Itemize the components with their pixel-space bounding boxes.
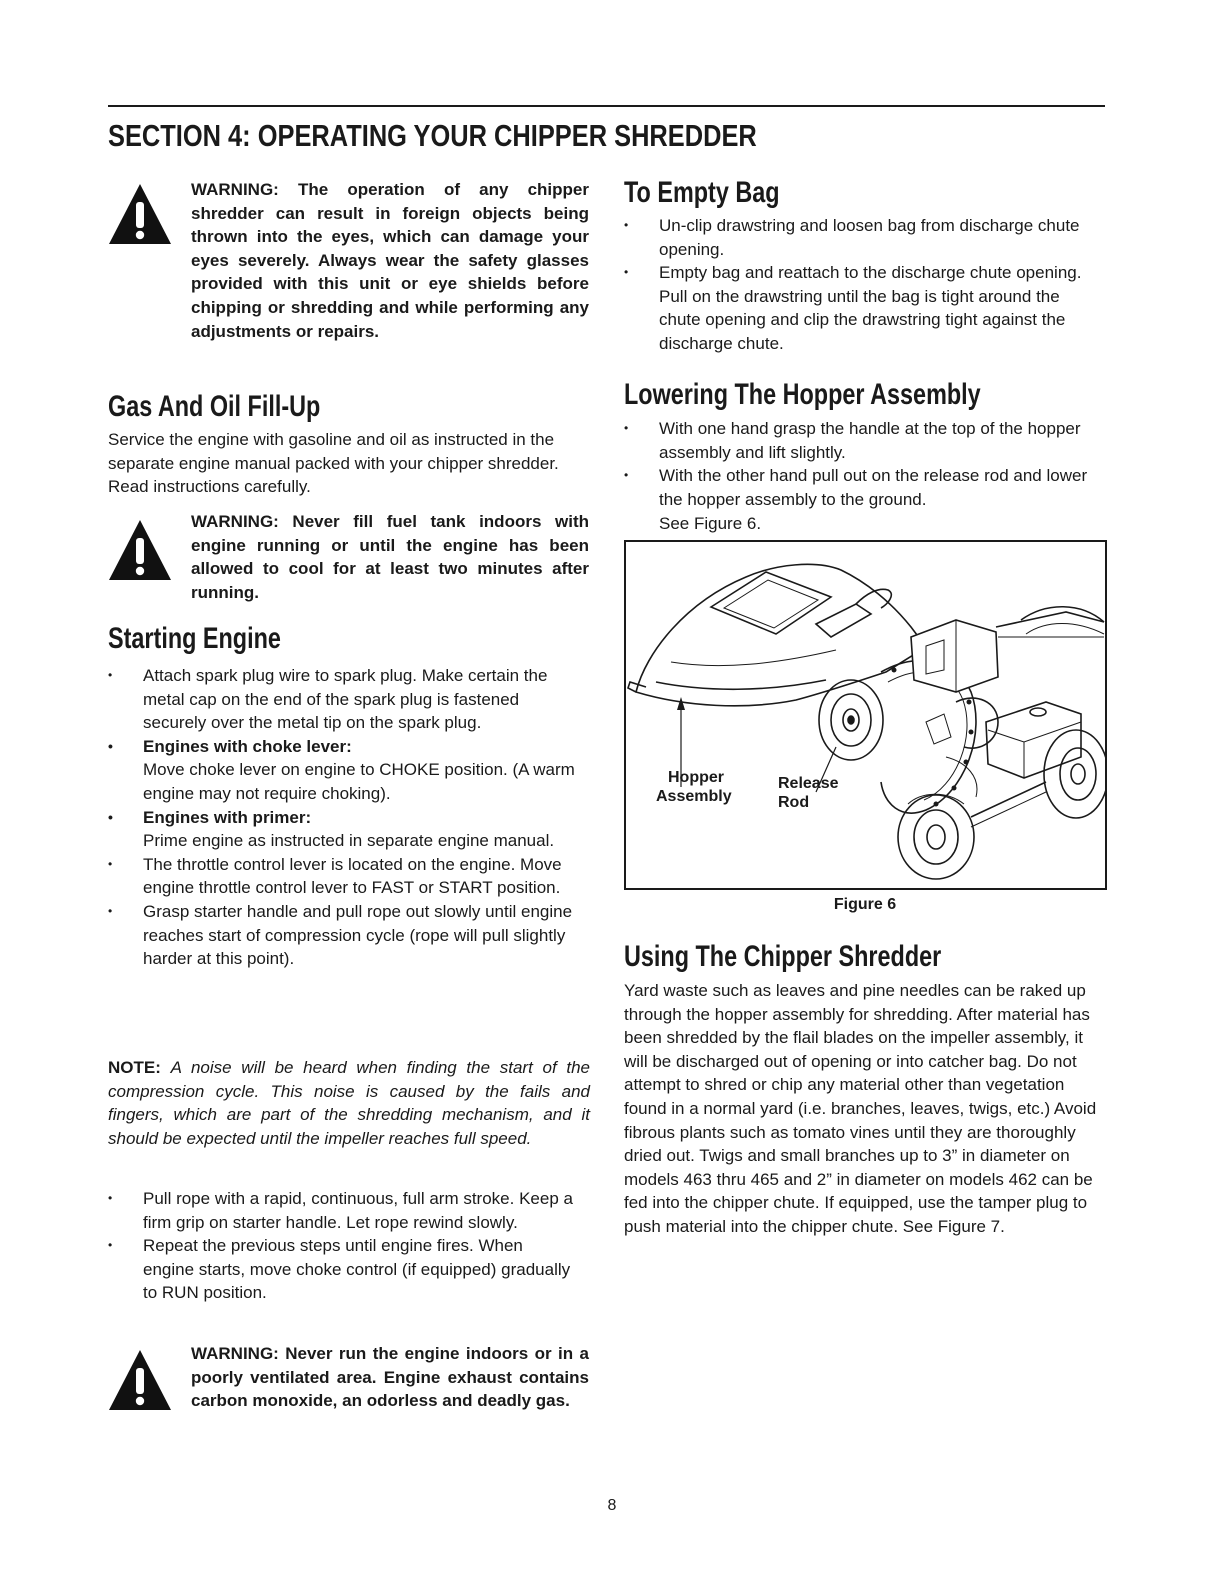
lowering-hopper-list: [624, 417, 1100, 511]
see-figure-6: See Figure 6.: [659, 514, 762, 533]
gas-oil-body: Service the engine with gasoline and oil as instructed in the separate engine manual packed with your chipper shredder. Read instructions carefully.: [108, 430, 559, 497]
bullet-icon: •: [108, 903, 113, 918]
heading-gas-oil: Gas And Oil Fill-Up: [108, 390, 321, 423]
page-number: 8: [607, 1497, 617, 1514]
bullet-icon: •: [108, 737, 113, 754]
note-compression: [108, 1056, 590, 1150]
empty-bag-list: [624, 214, 1100, 356]
list-item: • Attach spark plug wire to spark plug. Make certain the metal cap on the end of the spark plug is fastened securely over the metal tip on the spark plug.: [108, 666, 548, 733]
warning-triangle-icon: [108, 1348, 172, 1412]
list-item: • Empty bag and reattach to the discharge chute opening. Pull on the drawstring until the bag is tight around the chute opening and clip the drawstring tight against the discharge chute.: [624, 263, 1082, 353]
warning-text-eyes: WARNING: The operation of any chipper shredder can result in foreign objects being thrown into the eyes, which can damage your eyes severely. Always wear the safety glasses provided with this unit or eye shields before chipping or shredding and while performing any adjustments or repairs.: [191, 180, 589, 341]
warning-block-eyes: [108, 178, 590, 368]
warning-block-exhaust: [108, 1342, 590, 1442]
starting-engine-list-2: [108, 1187, 578, 1305]
list-item: • Pull rope with a rapid, continuous, full arm stroke. Keep a firm grip on starter handle. Let rope rewind slowly.: [108, 1189, 573, 1232]
list-item: • Un-clip drawstring and loosen bag from discharge chute opening.: [624, 216, 1080, 259]
bullet-icon: •: [108, 808, 113, 825]
figure-6: [624, 540, 1107, 890]
heading-using-chipper: Using The Chipper Shredder: [624, 940, 942, 973]
chipper-shredder-illustration: [626, 542, 1105, 888]
label-release-rod: Release Rod: [778, 775, 839, 811]
starting-engine-list: [108, 664, 578, 971]
bullet-icon: •: [624, 468, 629, 483]
bullet-icon: •: [108, 1238, 113, 1253]
using-chipper-body: Yard waste such as leaves and pine needles can be raked up through the hopper assembly for shredding. After material has been shredded by the flail blades on the impeller assembly, it will be discharged out of opening or into catcher bag. Do not attempt to shred or chip any material other than vegetation found in a normal yard (i.e. branches, leaves, twigs, etc.) Avoid fibrous plants such as tomato vines until they are thoroughly dried out. Twigs and small branches up to 3” in diameter on models 463 thru 465 and 2” in diameter on models 462 can be fed into the chipper chute. If equipped, use the tamper plug to push material into the chipper chute. See Figure 7.: [624, 981, 1097, 1236]
list-item: • Repeat the previous steps until engine fires. When engine starts, move choke control (if equipped) gradually to RUN position.: [108, 1236, 571, 1303]
bullet-icon: •: [624, 265, 629, 280]
warning-block-fuel: [108, 510, 590, 610]
heading-starting-engine: Starting Engine: [108, 622, 281, 655]
figure-6-caption: Figure 6: [833, 896, 897, 913]
list-item: • With one hand grasp the handle at the top of the hopper assembly and lift slightly.: [624, 419, 1081, 462]
section-title: SECTION 4: OPERATING YOUR CHIPPER SHREDDER: [108, 118, 757, 153]
label-hopper-assembly: Hopper Assembly: [656, 769, 732, 805]
note-text: A noise will be heard when finding the start of the compression cycle. This noise is caused by the fails and fingers, which are part of the shredding mechanism, and it should be expected until the impeller reaches full speed.: [108, 1058, 590, 1148]
warning-text-exhaust: WARNING: Never run the engine indoors or in a poorly ventilated area. Engine exhaust contains carbon monoxide, an odorless and deadly gas.: [191, 1344, 589, 1411]
list-item: • The throttle control lever is located on the engine. Move engine throttle control lever to FAST or START position.: [108, 854, 562, 898]
bullet-icon: •: [624, 421, 629, 435]
note-label: NOTE:: [108, 1058, 161, 1077]
list-item: • Engines with choke lever: Move choke lever on engine to CHOKE position. (A warm engine may not require choking).: [108, 736, 575, 803]
heading-empty-bag: To Empty Bag: [624, 176, 780, 209]
heading-lowering-hopper: Lowering The Hopper Assembly: [624, 378, 981, 411]
bullet-icon: •: [108, 668, 113, 682]
bullet-icon: •: [108, 1191, 113, 1205]
list-item: • Grasp starter handle and pull rope out slowly until engine reaches start of compression cycle (rope will pull slightly harder at this point).: [108, 901, 573, 969]
list-item: • Engines with primer: Prime engine as instructed in separate engine manual.: [108, 807, 555, 851]
warning-text-fuel: WARNING: Never fill fuel tank indoors with engine running or until the engine has been allowed to cool for at least two minutes after running.: [191, 512, 589, 602]
bullet-icon: •: [108, 856, 113, 871]
warning-triangle-icon: [108, 182, 172, 246]
list-item: • With the other hand pull out on the release rod and lower the hopper assembly to the ground.: [624, 466, 1088, 509]
bullet-icon: •: [624, 218, 629, 232]
header-rule: [108, 105, 1105, 107]
warning-triangle-icon: [108, 518, 172, 582]
